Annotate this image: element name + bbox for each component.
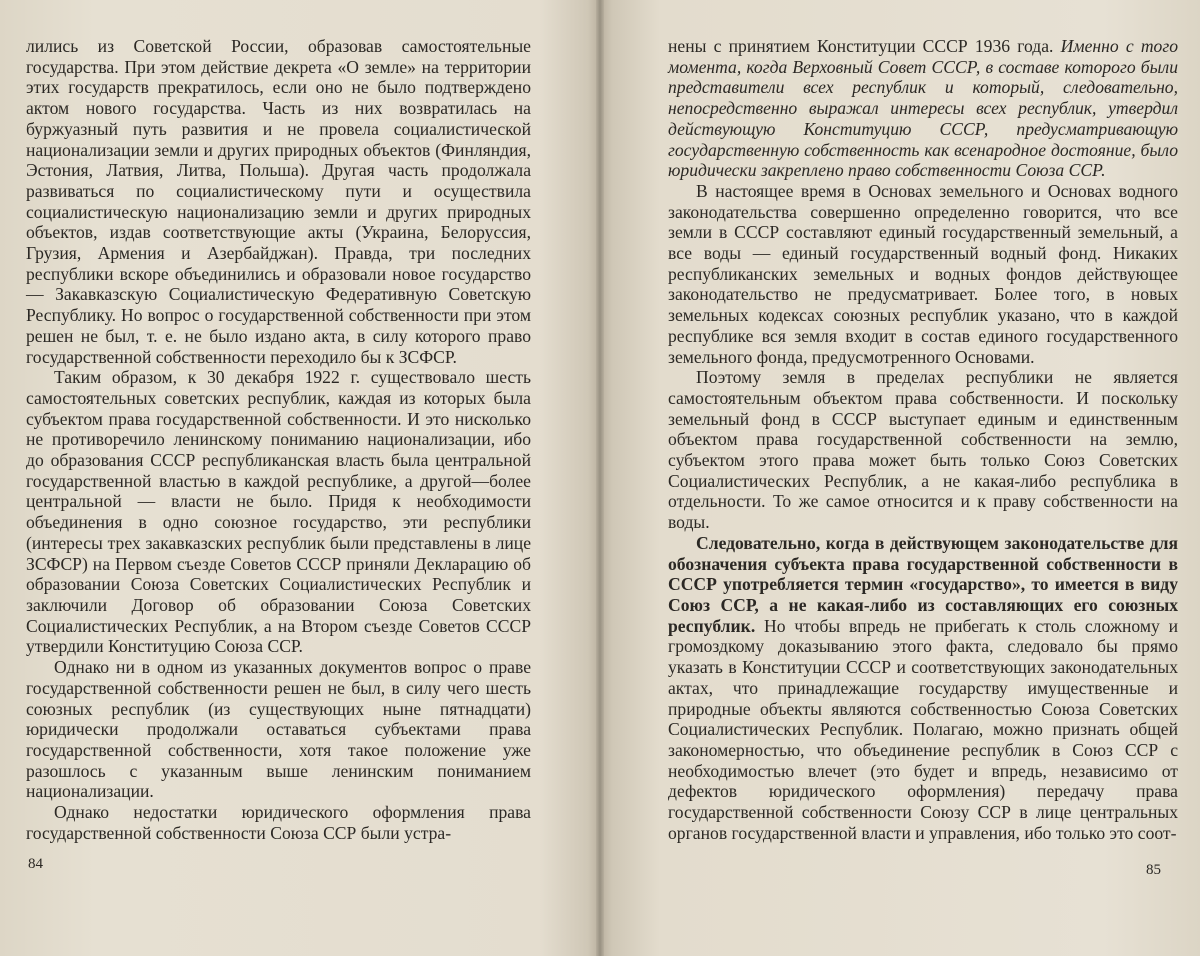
right-page-number: 85	[1146, 862, 1161, 878]
right-page	[602, 0, 1200, 956]
right-paragraph-1-italic: Именно с того момента, когда Верховный Совет СССР, в составе которого были представители всех республик и который, следовательно, непосредственно выражал интересы всех республик, утвердил действующую Конституцию СССР, предусматривающую государственную собственность как всенародное достояние, было юридически закреплено право собственности Союза ССР.	[668, 36, 1178, 181]
right-paragraph-4-bold: Следовательно, когда в действующем законодательстве для обозначения субъекта права государственной собственности в СССР употребляется термин «государство», то имеется в виду Союз ССР, а не какая-либо из составляющих его союзных республик.	[668, 532, 1178, 636]
left-paragraph-2: Таким образом, к 30 декабря 1922 г. существовало шесть самостоятельных советских республик, каждая из которых была субъектом права государственной собственности. И это нисколько не противоречило ленинскому пониманию национализации, ибо до образования СССР республиканская власть была центральной государственной властью в каждой республике, а другой—более центральной — власти не было. Придя к необходимости объединения в одно союзное государство, эти республики (интересы трех закавказских республик были представлены в лице ЗСФСР) на Первом съезде Советов СССР приняли Декларацию об образовании Союза Советских Социалистических Республик и заключили Договор об образовании Союза Советских Социалистических Республик, а на Втором съезде Советов СССР утвердили Конституцию Союза ССР.	[26, 367, 531, 657]
right-page-text	[668, 36, 1178, 843]
right-paragraph-3: Поэтому земля в пределах республики не является самостоятельным объектом права собственности. И поскольку земельный фонд в СССР выступает единым и единственным объектом права государственной собственности на землю, субъектом этого права может быть только Союз Советских Социалистических Республик, а не какая-либо республика в отдельности. То же самое относится и к праву собственности на воды.	[668, 367, 1178, 533]
left-page	[0, 0, 598, 956]
left-paragraph-1: лились из Советской России, образовав самостоятельные государства. При этом действие декрета «О земле» на территории этих государств прекратилось, если оно не было подтверждено актом нового государства. Часть из них возвратилась на буржуазный путь развития и не провела социалистической национализации земли и других природных объектов (Финляндия, Эстония, Латвия, Литва, Польша). Другая часть продолжала развиваться по социалистическому пути и осуществила социалистическую национализацию земли и других природных объектов, издав соответствующие акты (Украина, Белоруссия, Грузия, Армения и Азербайджан). Правда, три последних республики вскоре объединились и образовали новое государство — Закавказскую Социалистическую Федеративную Советскую Республику. Но вопрос о государственной собственности при этом решен не был, т. е. не было издано акта, в силу которого право государственной собственности переходило бы к ЗСФСР.	[26, 36, 531, 367]
left-page-text	[26, 36, 531, 843]
left-paragraph-3: Однако ни в одном из указанных документов вопрос о праве государственной собственности решен не был, в силу чего шесть союзных республик (из существующих ныне пятнадцати) юридически продолжали оставаться субъектами права государственной собственности, хотя такое положение уже разошлось с указанным выше ленинским пониманием национализации.	[26, 657, 531, 802]
right-paragraph-4-plain: Но чтобы впредь не прибегать к столь сложному и громоздкому доказыванию этого факта, следовало бы прямо указать в Конституции СССР и соответствующих законодательных актах, что принадлежащие государству имущественные и природные объекты являются собственностью Союза Советских Социалистических Республик. Полагаю, можно признать общей закономерностью, что объединение республик в Союз ССР с необходимостью влечет (это будет и впредь, независимо от дефектов юридического оформления) передачу права государственной собственности Союзу ССР в лице центральных органов государственной власти и управления, ибо только это соот-	[668, 615, 1178, 843]
left-page-number: 84	[28, 856, 43, 872]
right-paragraph-1-plain: нены с принятием Конституции СССР 1936 года.	[668, 36, 1061, 56]
left-paragraph-4: Однако недостатки юридического оформления права государственной собственности Союза ССР были устра-	[26, 802, 531, 843]
right-paragraph-1	[668, 36, 1178, 181]
right-paragraph-2: В настоящее время в Основах земельного и Основах водного законодательства совершенно определенно говорится, что все земли в СССР составляют единый государственный земельный, а все воды — единый государственный водный фонд. Никаких республиканских земельных и водных фондов действующее законодательство не предусматривает. Более того, в новых земельных кодексах союзных республик указано, что в каждой республике вся земля входит в состав единого государственного земельного фонда, предусмотренного Основами.	[668, 180, 1178, 367]
right-paragraph-4	[668, 533, 1178, 844]
